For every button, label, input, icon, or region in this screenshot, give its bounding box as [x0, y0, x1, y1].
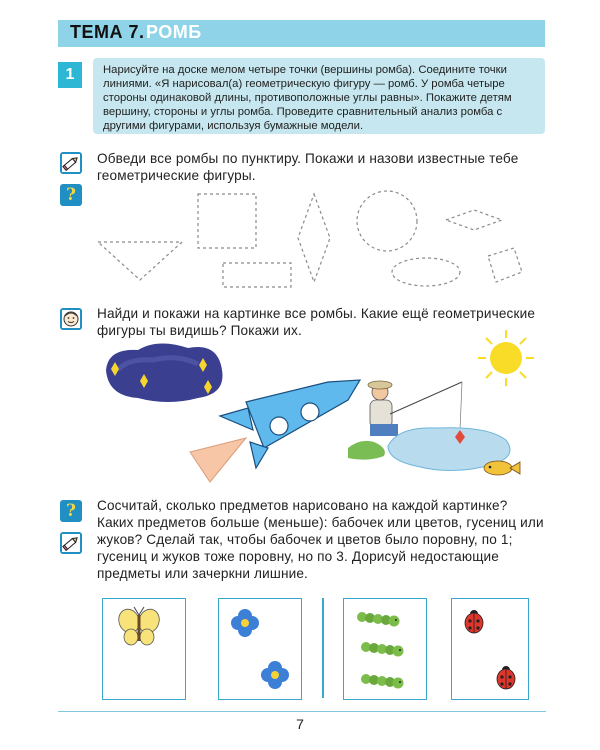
pencil-icon [60, 152, 82, 174]
dashed-rhombus-wide [446, 210, 502, 230]
ladybug-1 [465, 610, 483, 633]
dashed-square [198, 194, 256, 248]
ladybugs [452, 599, 528, 699]
rocket-flame [190, 438, 246, 482]
butterfly [103, 599, 185, 699]
task1-text: Обведи все ромбы по пунктиру. Покажи и назови известные тебе геометрические фигуры. [97, 151, 519, 183]
caterpillar-1 [357, 612, 400, 627]
question-icon: ? [60, 184, 82, 206]
caterpillar-3 [361, 674, 404, 689]
topic-number: ТЕМА 7. [70, 22, 145, 42]
divider [322, 598, 324, 698]
scene-illustration [98, 330, 548, 490]
flowers [219, 599, 301, 699]
pencil-icon-2 [60, 532, 82, 554]
dashed-circle [357, 191, 417, 251]
box-flowers [218, 598, 302, 700]
caterpillars [344, 599, 426, 699]
teacher-note-number: 1 [58, 62, 82, 88]
box-ladybugs [451, 598, 529, 700]
question-icon-2: ? [60, 500, 82, 522]
rocket [220, 380, 360, 468]
dashed-oval [392, 258, 460, 286]
flower-1 [231, 609, 259, 637]
dashed-rhombus-tilted [488, 248, 522, 282]
dashed-shapes [90, 188, 540, 293]
dashed-rhombus-tall [298, 194, 330, 282]
box-butterfly [102, 598, 186, 700]
box-caterpillars [343, 598, 427, 700]
footer-line [58, 711, 546, 712]
caterpillar-2 [361, 642, 404, 657]
flower-2 [261, 661, 289, 689]
dashed-triangle [98, 242, 182, 280]
dashed-rectangle [223, 263, 291, 287]
sun [478, 330, 534, 386]
teacher-note-text: Нарисуйте на доске мелом четыре точки (вершины ромба). Соедините точки линиями. «Я нарисовал(а) геометрическую фигуру — ромб. У ромба четыре стороны одинаковой длины, противоположные углы равны». Покажите детям вершину, стороны и углы ромба. Проведите сравнительный анализ ромба с другими фигурами, используя бумажные модели. [103, 64, 512, 132]
task2-text: Найди и покажи на картинке все ромбы. Какие ещё геометрические фигуры ты видишь? Покажи их. [97, 306, 536, 338]
topic-title: РОМБ [146, 22, 202, 42]
ladybug-2 [497, 666, 515, 689]
face-icon [60, 308, 82, 330]
night-cloud [106, 343, 223, 402]
fish [484, 461, 520, 475]
task3-text: Сосчитай, сколько предметов нарисовано на каждой картинке? Каких предметов больше (меньше): бабочек или цветов, гусениц или жуков? Сделай так, чтобы бабочек и цветов было поровну, по 1; гусениц и жуков тоже поровну, но по 3. Дорисуй недостающие предметы или зачеркни лишние. [97, 498, 544, 581]
page-number: 7 [296, 716, 304, 732]
